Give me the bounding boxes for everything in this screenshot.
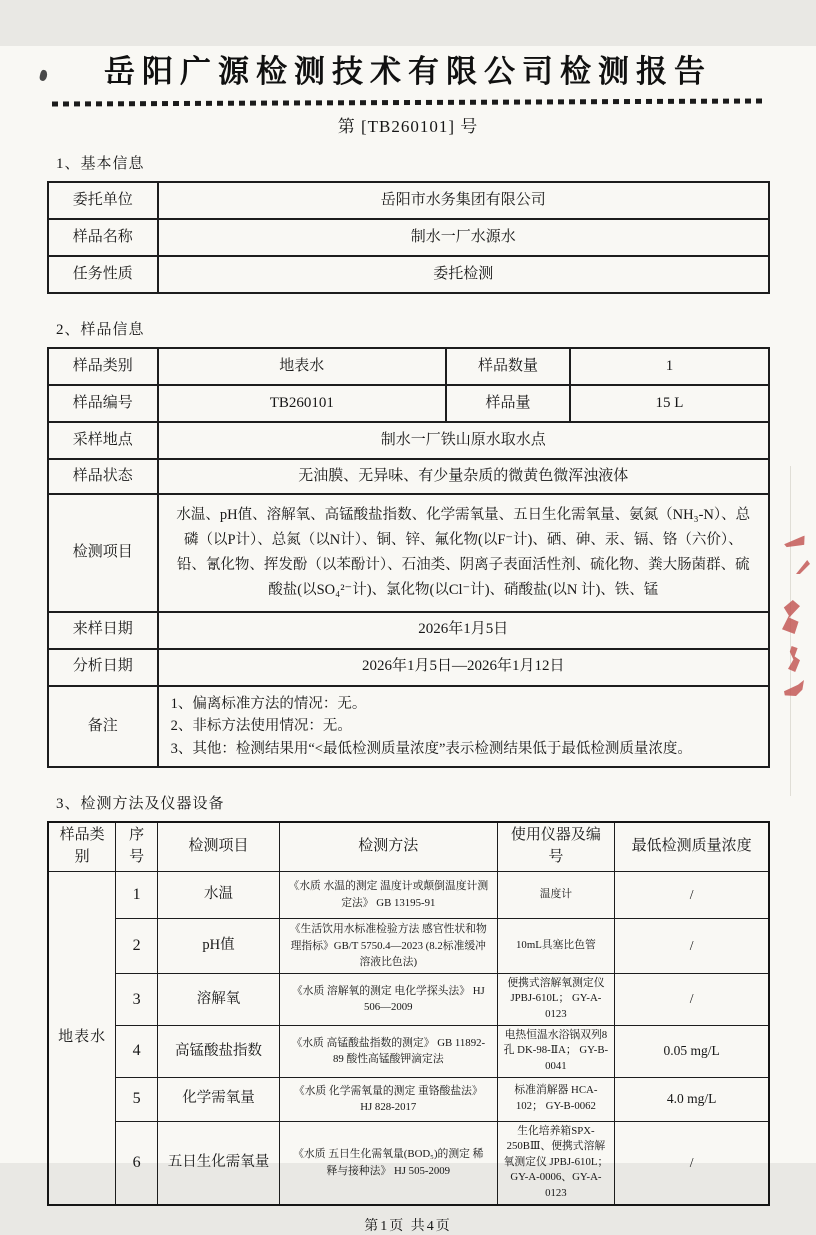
col-header: 使用仪器及编号 bbox=[497, 822, 615, 871]
col-header: 最低检测质量浓度 bbox=[615, 822, 769, 871]
row-label: 采样地点 bbox=[48, 422, 158, 459]
remark-line: 3、其他：检测结果用“<最低检测质量浓度”表示检测结果低于最低检测质量浓度。 bbox=[170, 740, 692, 757]
test-method: 《水质 化学需氧量的测定 重铬酸盐法》 HJ 828-2017 bbox=[279, 1077, 497, 1121]
row-label: 样品编号 bbox=[48, 385, 158, 422]
row-number: 5 bbox=[116, 1077, 158, 1121]
instrument: 便携式溶解氧测定仪 JPBJ-610L； GY-A-0123 bbox=[497, 973, 615, 1025]
stamp-stroke bbox=[796, 560, 810, 574]
section1-heading: 1、基本信息 bbox=[56, 156, 145, 172]
col-header: 检测项目 bbox=[158, 822, 280, 871]
row-number: 2 bbox=[116, 918, 158, 973]
section2-heading: 2、样品信息 bbox=[56, 322, 145, 338]
test-item: 水温 bbox=[158, 871, 280, 918]
test-method: 《生活饮用水标准检验方法 感官性状和物理指标》GB/T 5750.4—2023 (8.2标准缓冲溶液比色法) bbox=[279, 918, 497, 973]
page-number: 第1页 共4页 bbox=[364, 1218, 452, 1234]
test-item: pH值 bbox=[158, 918, 280, 973]
test-method: 《水质 五日生化需氧量(BOD₅)的测定 稀释与接种法》 HJ 505-2009 bbox=[279, 1121, 497, 1205]
row-number: 6 bbox=[116, 1121, 158, 1205]
test-items-list: 水温、pH值、溶解氧、高锰酸盐指数、化学需氧量、五日生化需氧量、氨氮（NH₃-N）、总磷（以P计）、总氮（以N计）、铜、锌、氟化物(以F⁻计)、硒、砷、汞、镉、铬（六价）、铅、氰化物、挥发酚（以苯酚计）、石油类、阴离子表面活性剂、硫化物、粪大肠菌群、硫酸盐(以SO₄²⁻计)、氯化物(以Cl⁻计)、硝酸盐(以N 计)、铁、锰 bbox=[158, 494, 769, 612]
test-method: 《水质 水温的测定 温度计或颠倒温度计测定法》 GB 13195-91 bbox=[279, 871, 497, 918]
report-number: 第 [TB260101] 号 bbox=[337, 117, 479, 136]
table-row bbox=[48, 385, 769, 422]
detection-limit: 0.05 mg/L bbox=[615, 1025, 769, 1077]
row-value: 委托检测 bbox=[158, 256, 769, 293]
table-row bbox=[48, 348, 769, 385]
row-value: 无油膜、无异味、有少量杂质的微黄色微浑浊液体 bbox=[158, 459, 769, 494]
stamp-stroke bbox=[782, 600, 800, 634]
row-value: 2026年1月5日—2026年1月12日 bbox=[158, 649, 769, 686]
test-item: 高锰酸盐指数 bbox=[158, 1025, 280, 1077]
methods-equipment-table bbox=[47, 821, 770, 1206]
table-header-row bbox=[48, 822, 769, 871]
table-row bbox=[48, 973, 769, 1025]
stamp-stroke bbox=[783, 535, 807, 549]
row-value: 15 L bbox=[570, 385, 769, 422]
report-title: 岳阳广源检测技术有限公司检测报告 bbox=[104, 54, 712, 89]
detection-limit: / bbox=[615, 973, 769, 1025]
detection-limit: / bbox=[615, 918, 769, 973]
row-number: 3 bbox=[116, 973, 158, 1025]
row-label: 分析日期 bbox=[48, 649, 158, 686]
row-label: 委托单位 bbox=[48, 182, 158, 219]
detection-limit: / bbox=[615, 1121, 769, 1205]
row-label: 任务性质 bbox=[48, 256, 158, 293]
stamp-stroke bbox=[788, 646, 800, 672]
row-label: 检测项目 bbox=[48, 494, 158, 612]
row-label: 样品数量 bbox=[446, 348, 570, 385]
row-value: 2026年1月5日 bbox=[158, 612, 769, 649]
table-row bbox=[48, 918, 769, 973]
test-item: 化学需氧量 bbox=[158, 1077, 280, 1121]
dotted-divider bbox=[52, 98, 766, 106]
scanned-report-page bbox=[0, 46, 816, 1234]
col-header: 序号 bbox=[116, 822, 158, 871]
table-row bbox=[48, 422, 769, 459]
test-item: 五日生化需氧量 bbox=[158, 1121, 280, 1205]
row-number: 4 bbox=[116, 1025, 158, 1077]
row-value: 制水一厂水源水 bbox=[158, 219, 769, 256]
row-label: 样品名称 bbox=[48, 219, 158, 256]
row-number: 1 bbox=[116, 871, 158, 918]
row-label: 样品类别 bbox=[48, 348, 158, 385]
test-method: 《水质 高锰酸盐指数的测定》 GB 11892-89 酸性高锰酸钾滴定法 bbox=[279, 1025, 497, 1077]
detection-limit: / bbox=[615, 871, 769, 918]
table-row bbox=[48, 1077, 769, 1121]
section3-heading: 3、检测方法及仪器设备 bbox=[56, 796, 225, 813]
remark-line: 2、非标方法使用情况：无。 bbox=[170, 718, 352, 735]
row-label: 备注 bbox=[48, 686, 158, 767]
row-label: 来样日期 bbox=[48, 612, 158, 649]
remark-cell bbox=[158, 686, 769, 767]
row-value: 岳阳市水务集团有限公司 bbox=[158, 182, 769, 219]
table-row bbox=[48, 1025, 769, 1077]
sample-info-table bbox=[47, 347, 770, 768]
row-value: 地表水 bbox=[158, 348, 446, 385]
sample-category-cell: 地表水 bbox=[48, 871, 116, 1205]
table-row bbox=[48, 649, 769, 686]
row-label: 样品状态 bbox=[48, 459, 158, 494]
test-method: 《水质 溶解氧的测定 电化学探头法》 HJ 506—2009 bbox=[279, 973, 497, 1025]
test-item: 溶解氧 bbox=[158, 973, 280, 1025]
table-row bbox=[48, 612, 769, 649]
col-header: 样品类别 bbox=[48, 822, 116, 871]
row-label: 样品量 bbox=[446, 385, 570, 422]
col-header: 检测方法 bbox=[279, 822, 497, 871]
table-row bbox=[48, 256, 769, 293]
instrument: 10mL具塞比色管 bbox=[497, 918, 615, 973]
table-row bbox=[48, 459, 769, 494]
table-row bbox=[48, 1121, 769, 1205]
stamp-stroke bbox=[784, 680, 804, 696]
remark-line: 1、偏离标准方法的情况：无。 bbox=[170, 695, 367, 712]
row-value: TB260101 bbox=[158, 385, 446, 422]
row-value: 1 bbox=[570, 348, 769, 385]
row-value: 制水一厂铁山原水取水点 bbox=[158, 422, 769, 459]
instrument: 温度计 bbox=[497, 871, 615, 918]
instrument: 生化培养箱SPX-250BⅢ、便携式溶解氧测定仪 JPBJ-610L； GY-A-0006、GY-A-0123 bbox=[497, 1121, 615, 1205]
table-row bbox=[48, 182, 769, 219]
table-row bbox=[48, 219, 769, 256]
table-row bbox=[48, 494, 769, 612]
instrument: 电热恒温水浴锅双列8孔 DK-98-ⅡA； GY-B-0041 bbox=[497, 1025, 615, 1077]
instrument: 标准消解器 HCA-102； GY-B-0062 bbox=[497, 1077, 615, 1121]
detection-limit: 4.0 mg/L bbox=[615, 1077, 769, 1121]
red-stamp-fragment bbox=[770, 524, 816, 714]
table-row bbox=[48, 686, 769, 767]
basic-info-table bbox=[47, 181, 770, 294]
table-row bbox=[48, 871, 769, 918]
